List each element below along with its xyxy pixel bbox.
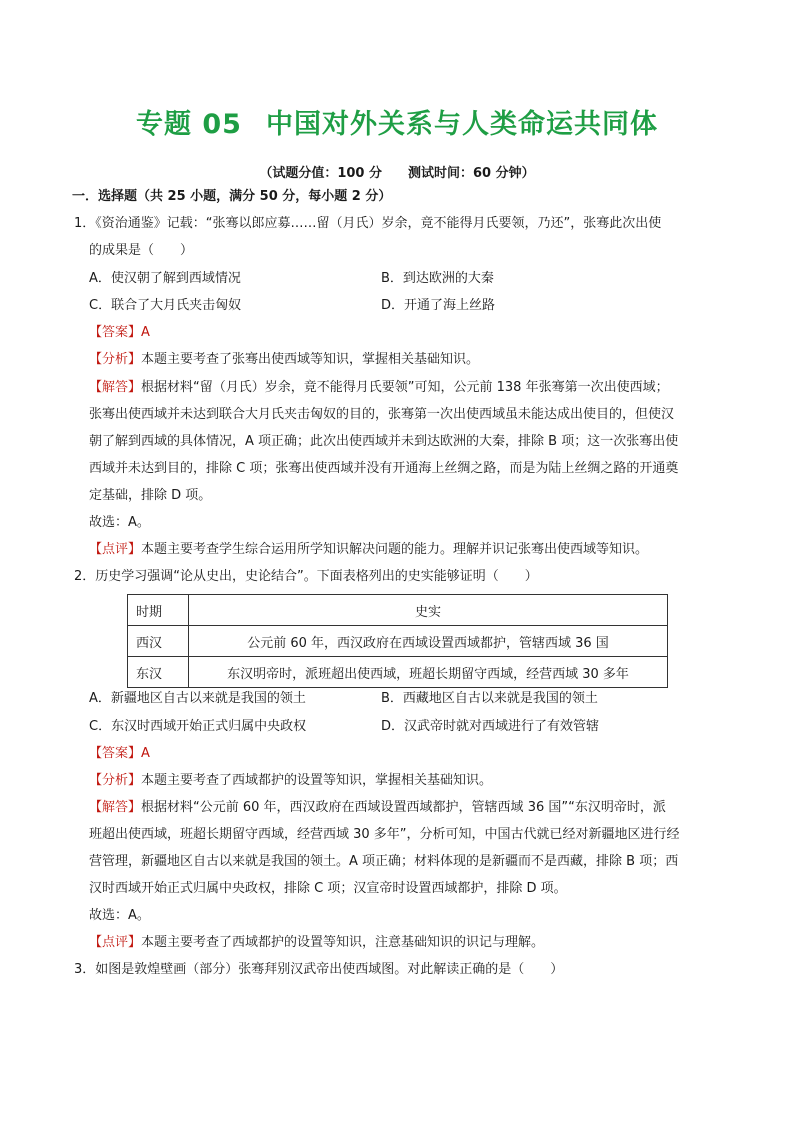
section-heading: 一．选择题（共 25 小题，满分 50 分，每小题 2 分） xyxy=(72,189,392,204)
q2-solution-line3: 营管理，新疆地区自古以来就是我国的领土。A 项正确；材料体现的是新疆而不是西藏，排除 B 项；西 xyxy=(89,854,679,869)
table-cell-fact: 公元前 60 年，西汉政府在西域设置西域都护，管辖西域 36 国 xyxy=(189,626,668,657)
comment-text: 本题主要考查了西域都护的设置等知识，注意基础知识的识记与理解。 xyxy=(141,935,545,950)
time-info: 测试时间：60 分钟） xyxy=(408,166,535,181)
q1-option-c: C．联合了大月氏夹击匈奴 xyxy=(89,298,242,313)
table-row xyxy=(128,626,668,657)
exam-meta xyxy=(0,162,794,181)
q1-solution-line5: 定基础，排除 D 项。 xyxy=(89,488,212,503)
page-title xyxy=(0,102,794,141)
q2-choose: 故选：A。 xyxy=(89,908,150,923)
q3-stem: 3．如图是敦煌壁画（部分）张骞拜别汉武帝出使西域图。对此解读正确的是（ ） xyxy=(74,962,564,977)
q1-stem-line1: 1．《资治通鉴》记载：“张骞以郎应募……留（月氏）岁余，竟不能得月氏要领，乃还”，张骞此次出使 xyxy=(74,216,662,231)
comment-tag: 【点评】 xyxy=(89,542,142,557)
title-number: 专题 05 xyxy=(136,109,242,140)
q2-option-d: D．汉武帝时就对西域进行了有效管辖 xyxy=(381,719,600,734)
q2-answer xyxy=(89,745,150,763)
table-header-period: 时期 xyxy=(128,595,189,626)
comment-text: 本题主要考查学生综合运用所学知识解决问题的能力。理解并识记张骞出使西域等知识。 xyxy=(141,542,649,557)
analysis-tag: 【分析】 xyxy=(89,352,142,367)
answer-tag: 【答案】 xyxy=(89,746,142,761)
q2-stem: 2．历史学习强调“论从史出，史论结合”。下面表格列出的史实能够证明（ ） xyxy=(74,569,538,584)
q2-comment xyxy=(89,934,544,952)
q1-answer xyxy=(89,324,150,342)
q1-option-d: D．开通了海上丝路 xyxy=(381,298,496,313)
solution-text: 根据材料“公元前 60 年，西汉政府在西域设置西域都护，管辖西域 36 国”“东汉明帝时，派 xyxy=(141,800,666,815)
q2-solution-line1 xyxy=(89,799,666,817)
q2-solution-line4: 汉时西域开始正式归属中央政权，排除 C 项；汉宣帝时设置西域都护，排除 D 项。 xyxy=(89,881,567,896)
answer-value: A xyxy=(141,746,150,761)
q2-analysis xyxy=(89,772,492,790)
table-header-fact: 史实 xyxy=(189,595,668,626)
table-header-row xyxy=(128,595,668,626)
q1-choose: 故选：A。 xyxy=(89,515,150,530)
solution-tag: 【解答】 xyxy=(89,380,142,395)
q1-solution-line3: 朝了解到西域的具体情况，A 项正确；此次出使西域并未到达欧洲的大秦，排除 B 项；这一次张骞出使 xyxy=(89,434,679,449)
table-cell-period: 西汉 xyxy=(128,626,189,657)
q2-option-a: A．新疆地区自古以来就是我国的领土 xyxy=(89,691,306,706)
table-cell-fact: 东汉明帝时，派班超出使西域，班超长期留守西域，经营西域 30 多年 xyxy=(189,657,668,688)
q1-solution-line1 xyxy=(89,379,669,397)
answer-value: A xyxy=(141,325,150,340)
analysis-text: 本题主要考查了西域都护的设置等知识，掌握相关基础知识。 xyxy=(141,773,493,788)
q1-analysis xyxy=(89,351,479,369)
history-table xyxy=(127,594,668,688)
comment-tag: 【点评】 xyxy=(89,935,142,950)
analysis-tag: 【分析】 xyxy=(89,773,142,788)
q1-option-a: A．使汉朝了解到西域情况 xyxy=(89,271,241,286)
q2-option-c: C．东汉时西域开始正式归属中央政权 xyxy=(89,719,307,734)
score-info: （试题分值：100 分 xyxy=(259,166,383,181)
q2-solution-line2: 班超出使西域，班超长期留守西域，经营西域 30 多年”，分析可知，中国古代就已经对新疆地区进行经 xyxy=(89,827,680,842)
q1-solution-line2: 张骞出使西域并未达到联合大月氏夹击匈奴的目的，张骞第一次出使西域虽未能达成出使目的，但使汉 xyxy=(89,407,675,422)
title-text: 中国对外关系与人类命运共同体 xyxy=(265,109,658,140)
q1-option-b: B．到达欧洲的大秦 xyxy=(381,271,494,286)
q2-option-b: B．西藏地区自古以来就是我国的领土 xyxy=(381,691,598,706)
solution-text: 根据材料“留（月氏）岁余，竟不能得月氏要领”可知，公元前 138 年张骞第一次出使西域； xyxy=(141,380,669,395)
q1-solution-line4: 西域并未达到目的，排除 C 项；张骞出使西域并没有开通海上丝绸之路，而是为陆上丝绸之路的开通奠 xyxy=(89,461,679,476)
table-row xyxy=(128,657,668,688)
solution-tag: 【解答】 xyxy=(89,800,142,815)
analysis-text: 本题主要考查了张骞出使西域等知识，掌握相关基础知识。 xyxy=(141,352,480,367)
q1-stem-line2: 的成果是（ ） xyxy=(89,243,194,258)
q1-comment xyxy=(89,541,648,559)
answer-tag: 【答案】 xyxy=(89,325,142,340)
table-cell-period: 东汉 xyxy=(128,657,189,688)
